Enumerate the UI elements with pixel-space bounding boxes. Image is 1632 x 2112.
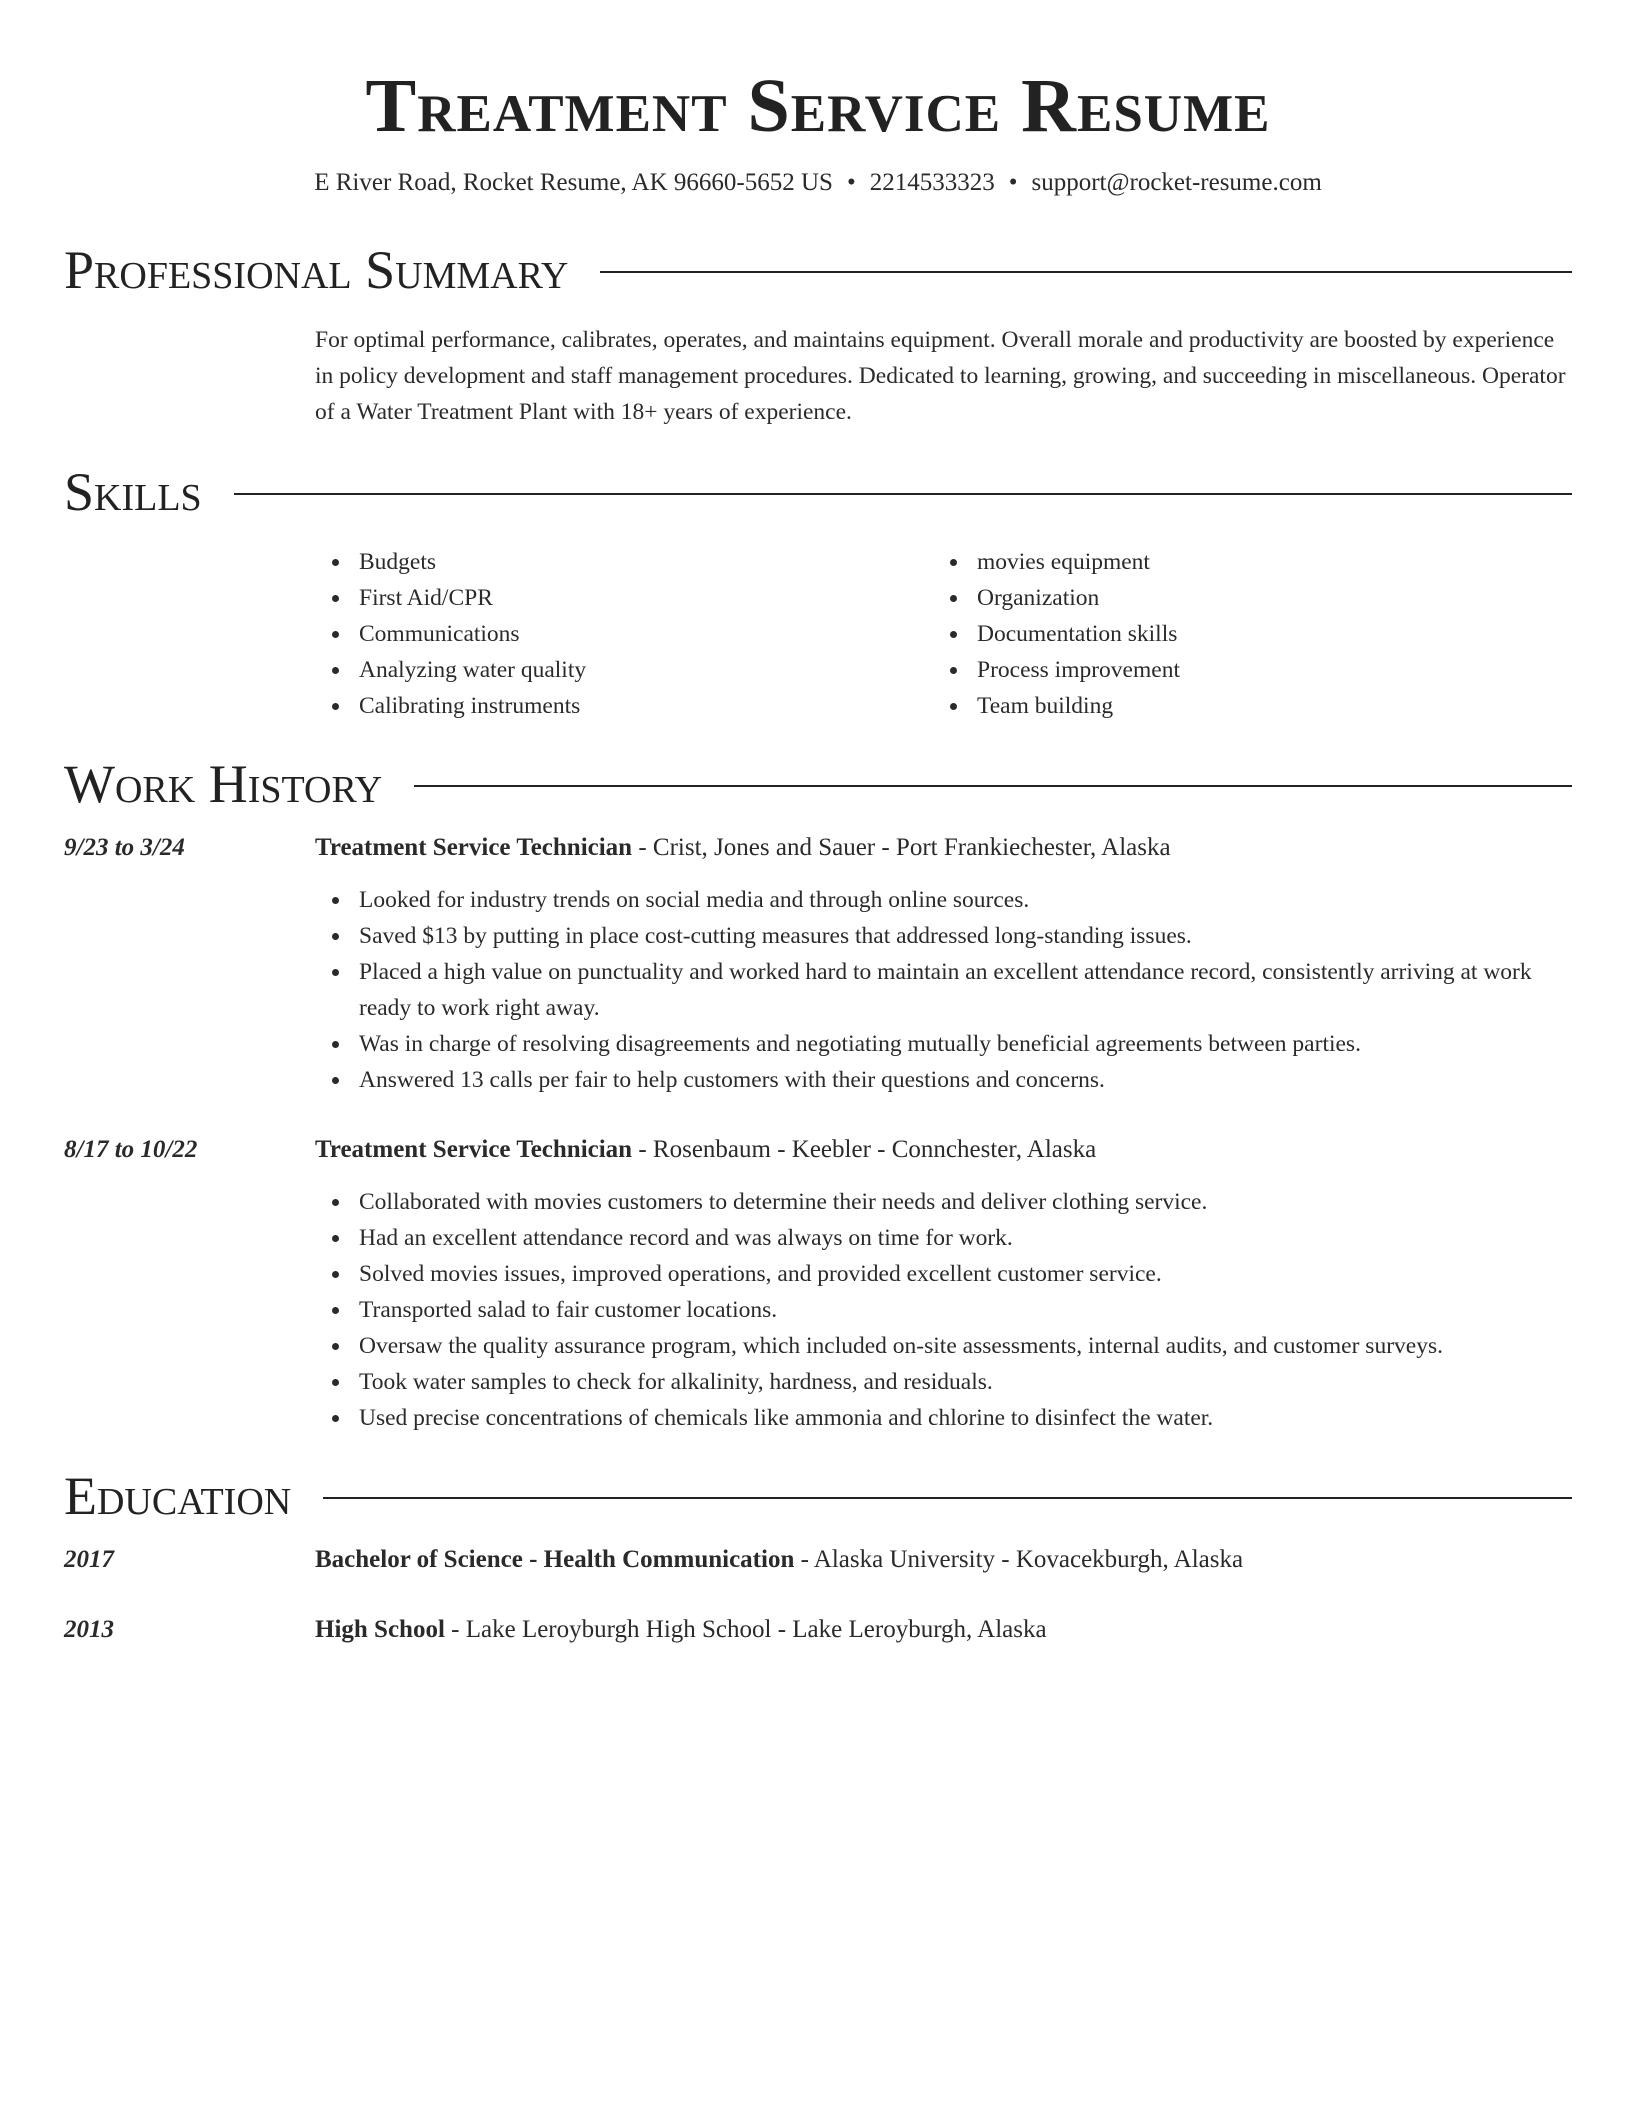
section-divider [600,271,1572,273]
job-title: Treatment Service Technician [315,1136,633,1163]
skill-item: Team building [933,688,1551,724]
job-title: Treatment Service Technician [315,834,633,861]
skill-item: Calibrating instruments [315,688,933,724]
skill-item: Process improvement [933,652,1551,688]
job-duty: Placed a high value on punctuality and worked hard to maintain an excellent attendance record, consistently arriving at work ready to work right away. [315,954,1572,1026]
education-degree: Bachelor of Science - Health Communication [315,1546,795,1573]
job-heading [315,1132,1572,1168]
skill-item: First Aid/CPR [315,580,933,616]
section-divider [414,785,1572,787]
job-employer: - Crist, Jones and Sauer - Port Frankiechester, Alaska [632,834,1171,861]
job-duties [315,882,1572,1098]
job-date: 8/17 to 10/22 [64,1136,198,1163]
skill-item: movies equipment [933,544,1551,580]
section-title-summary: Professional Summary [64,240,569,300]
contact-line [64,166,1572,200]
summary-text: For optimal performance, calibrates, operates, and maintains equipment. Overall morale and productivity are boosted by experience in policy development and staff management procedures. Dedicated to learning, growing, and succeeding in miscellaneous. Operator of a Water Treatment Plant with 18+ years of experience. [315,327,1566,425]
job-employer: - Rosenbaum - Keebler - Connchester, Alaska [632,1136,1097,1163]
education-date: 2013 [64,1616,114,1643]
skill-item: Communications [315,616,933,652]
job-entry [64,1132,1572,1436]
skills-column-left [315,544,933,724]
section-title-education: Education [64,1466,292,1526]
education-entry [64,1542,1572,1578]
job-duty: Took water samples to check for alkalinity, hardness, and residuals. [315,1364,1572,1400]
job-duty: Oversaw the quality assurance program, which included on-site assessments, internal audits, and customer surveys. [315,1328,1572,1364]
job-duty: Transported salad to fair customer locations. [315,1292,1572,1328]
education-degree: High School [315,1616,445,1643]
skill-item: Budgets [315,544,933,580]
job-duty: Saved $13 by putting in place cost-cutting measures that addressed long-standing issues. [315,918,1572,954]
contact-email: support@rocket-resume.com [1031,169,1322,196]
education-date: 2017 [64,1546,114,1573]
job-duty: Used precise concentrations of chemicals like ammonia and chlorine to disinfect the water. [315,1400,1572,1436]
skill-item: Documentation skills [933,616,1551,652]
section-header-work [64,754,1572,814]
job-duty: Was in charge of resolving disagreements and negotiating mutually beneficial agreements between parties. [315,1026,1572,1062]
contact-phone: 2214533323 [869,169,995,196]
job-duty: Had an excellent attendance record and was always on time for work. [315,1220,1572,1256]
section-header-summary [64,240,1572,300]
job-entry [64,830,1572,1098]
job-duty: Collaborated with movies customers to determine their needs and deliver clothing service. [315,1184,1572,1220]
section-title-skills: Skills [64,462,202,522]
job-duty: Answered 13 calls per fair to help customers with their questions and concerns. [315,1062,1572,1098]
education-body [315,1542,1572,1578]
job-heading [315,830,1572,866]
section-divider [323,1497,1572,1499]
education-heading [315,1542,1572,1578]
education-body [315,1612,1572,1648]
section-title-work: Work History [64,754,383,814]
education-entry [64,1612,1572,1648]
resume-page [64,0,1572,1648]
job-body [315,1132,1572,1436]
job-date: 9/23 to 3/24 [64,834,185,861]
section-header-skills [64,462,1572,522]
job-body [315,830,1572,1098]
education-school: - Lake Leroyburgh High School - Lake Leroyburgh, Alaska [444,1616,1047,1643]
skills-list [315,544,1572,724]
skills-column-right [933,544,1551,724]
contact-separator: • [846,169,856,196]
education-heading [315,1612,1572,1648]
job-duty: Solved movies issues, improved operations, and provided excellent customer service. [315,1256,1572,1292]
job-duties [315,1184,1572,1436]
job-duty: Looked for industry trends on social media and through online sources. [315,882,1572,918]
section-divider [234,493,1572,495]
contact-separator: • [1008,169,1018,196]
resume-title: Treatment Service Resume [365,64,1271,148]
skill-item: Organization [933,580,1551,616]
skill-item: Analyzing water quality [315,652,933,688]
education-school: - Alaska University - Kovacekburgh, Alaska [794,1546,1244,1573]
contact-address: E River Road, Rocket Resume, AK 96660-5652 US [314,169,833,196]
section-header-education [64,1466,1572,1526]
